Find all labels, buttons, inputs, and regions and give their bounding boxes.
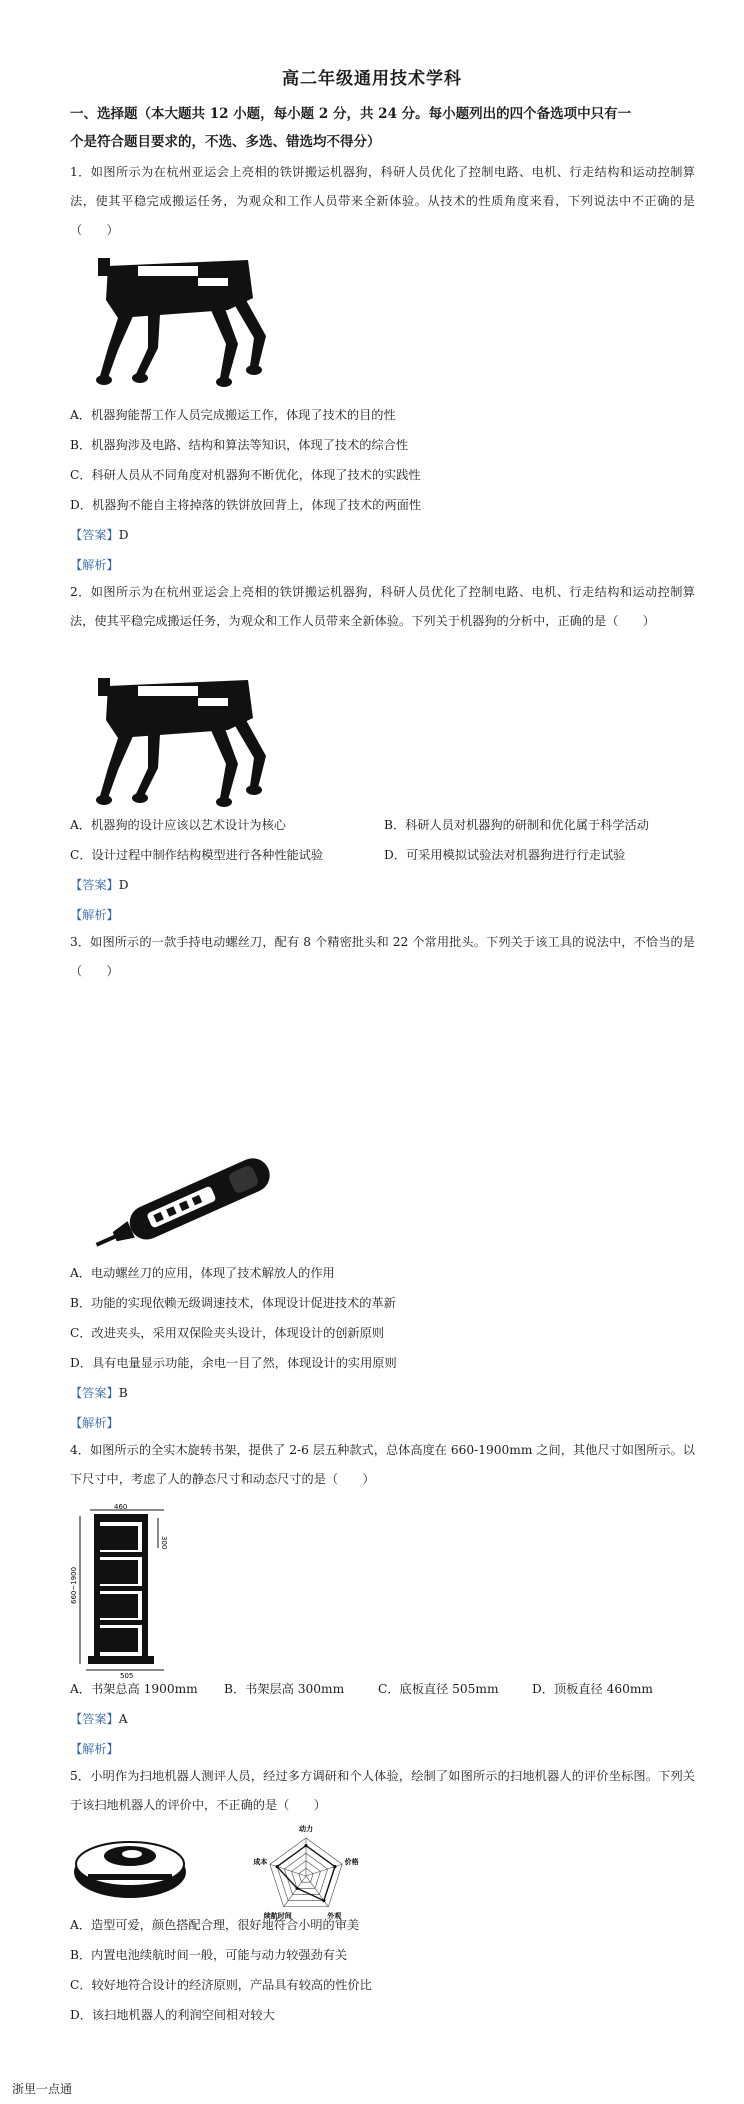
question-4-option-b: B．书架层高 300mm <box>224 1682 345 1696</box>
question-4-stem: 4．如图所示的全实木旋转书架，提供了 2-6 层五种款式，总体高度在 660-1900mm 之间，其他尺寸如图所示。以下尺寸中，考虑了人的静态尺寸和动态尺寸的是（ ） <box>70 1443 695 1486</box>
question-2-answer <box>70 876 129 893</box>
answer-label: 【答案】 <box>70 528 119 542</box>
question-1-option-d: D．机器狗不能自主将掉落的铁饼放回背上，体现了技术的两面性 <box>70 498 422 512</box>
section-heading-line2: 个是符合题目要求的，不选、多选、错选均不得分） <box>70 134 381 150</box>
analysis-label: 【解析】 <box>70 1742 119 1756</box>
question-1-option-c: C．科研人员从不同角度对机器狗不断优化，体现了技术的实践性 <box>70 468 421 482</box>
question-3-analysis <box>70 1414 119 1431</box>
question-1-option-b: B．机器狗涉及电路、结构和算法等知识，体现了技术的综合性 <box>70 438 409 452</box>
radar-axis-label: 外观 <box>327 1911 342 1920</box>
answer-value: D <box>118 878 129 892</box>
electric-screwdriver-figure <box>86 1150 286 1260</box>
dim-layer-label: 300 <box>160 1536 168 1550</box>
answer-label: 【答案】 <box>70 1712 119 1726</box>
radar-point <box>275 1865 278 1868</box>
question-3-option-b: B．功能的实现依赖无级调速技术，体现设计促进技术的革新 <box>70 1296 396 1310</box>
question-5-option-c: C．较好地符合设计的经济原则，产品具有较高的性价比 <box>70 1978 372 1992</box>
question-4-answer <box>70 1710 128 1727</box>
analysis-label: 【解析】 <box>70 1416 119 1430</box>
answer-label: 【答案】 <box>70 878 119 892</box>
answer-value: D <box>118 528 129 542</box>
dim-top-label: 460 <box>114 1503 128 1511</box>
bookshelf-figure <box>70 1503 182 1680</box>
radar-axis-label: 价格 <box>344 1858 359 1867</box>
footer-brand: 浙里一点通 <box>12 2082 73 2096</box>
analysis-label: 【解析】 <box>70 558 119 572</box>
radar-axis-label: 成本 <box>253 1858 268 1867</box>
radar-axis-label: 续航时间 <box>263 1911 292 1920</box>
robot-dog-figure-1 <box>78 248 258 388</box>
question-5-stem: 5．小明作为扫地机器人测评人员，经过多方调研和个人体验，绘制了如图所示的扫地机器人的评价坐标图。下列关于该扫地机器人的评价中，不正确的是（ ） <box>70 1769 695 1812</box>
page-title: 高二年级通用技术学科 <box>282 69 462 89</box>
question-1-option-a: A．机器狗能帮工作人员完成搬运工作，体现了技术的目的性 <box>70 408 396 422</box>
radar-point <box>333 1865 336 1868</box>
question-4-option-c: C．底板直径 505mm <box>378 1682 499 1696</box>
analysis-label: 【解析】 <box>70 908 119 922</box>
question-1-stem: 1．如图所示为在杭州亚运会上亮相的铁饼搬运机器狗，科研人员优化了控制电路、电机、行走结构和运动控制算法，使其平稳完成搬运任务，为观众和工作人员带来全新体验。从技术的性质角度来看，下列说法中不正确的是（ ） <box>70 165 695 237</box>
question-2-option-b: B．科研人员对机器狗的研制和优化属于科学活动 <box>384 818 649 832</box>
sweeping-robot-figure <box>70 1826 190 1906</box>
radar-point <box>304 1844 307 1847</box>
question-3-option-c: C．改进夹头，采用双保险夹头设计，体现设计的创新原则 <box>70 1326 385 1340</box>
question-3-answer <box>70 1384 128 1401</box>
question-1-answer <box>70 526 129 543</box>
evaluation-radar-chart <box>226 1822 386 1926</box>
question-4-analysis <box>70 1740 119 1757</box>
radar-point <box>322 1899 325 1902</box>
question-3-option-d: D．具有电量显示功能，余电一目了然，体现设计的实用原则 <box>70 1356 397 1370</box>
answer-label: 【答案】 <box>70 1386 119 1400</box>
robot-dog-figure-2 <box>78 668 258 808</box>
answer-value: B <box>118 1386 128 1400</box>
question-2-option-d: D．可采用模拟试验法对机器狗进行行走试验 <box>384 848 626 862</box>
question-4-option-d: D．顶板直径 460mm <box>532 1682 653 1696</box>
radar-point <box>295 1887 298 1890</box>
question-3-option-a: A．电动螺丝刀的应用，体现了技术解放人的作用 <box>70 1266 335 1280</box>
answer-value: A <box>118 1712 128 1726</box>
question-2-stem: 2．如图所示为在杭州亚运会上亮相的铁饼搬运机器狗，科研人员优化了控制电路、电机、行走结构和运动控制算法，使其平稳完成搬运任务，为观众和工作人员带来全新体验。下列关于机器狗的分析中，正确的是（ ） <box>70 585 695 628</box>
question-3-stem: 3．如图所示的一款手持电动螺丝刀，配有 8 个精密批头和 22 个常用批头。下列关于该工具的说法中，不恰当的是（ ） <box>70 935 695 978</box>
dim-height-label: 660~1900 <box>70 1566 78 1604</box>
question-4-option-a: A．书架总高 1900mm <box>70 1682 198 1696</box>
question-2-option-a: A．机器狗的设计应该以艺术设计为核心 <box>70 818 286 832</box>
question-2-option-c: C．设计过程中制作结构模型进行各种性能试验 <box>70 848 324 862</box>
dim-bottom-label: 505 <box>120 1672 134 1680</box>
question-5-option-b: B．内置电池续航时间一般，可能与动力较强劲有关 <box>70 1948 348 1962</box>
question-1-analysis <box>70 556 119 573</box>
question-5-option-a: A．造型可爱，颜色搭配合理，很好地符合小明的审美 <box>70 1918 360 1932</box>
radar-axis-label: 动力 <box>299 1825 313 1833</box>
question-5-option-d: D．该扫地机器人的利润空间相对较大 <box>70 2008 275 2022</box>
question-2-analysis <box>70 906 119 923</box>
section-heading-line1: 一、选择题（本大题共 12 小题，每小题 2 分，共 24 分。每小题列出的四个备选项中只有一 <box>70 106 632 122</box>
